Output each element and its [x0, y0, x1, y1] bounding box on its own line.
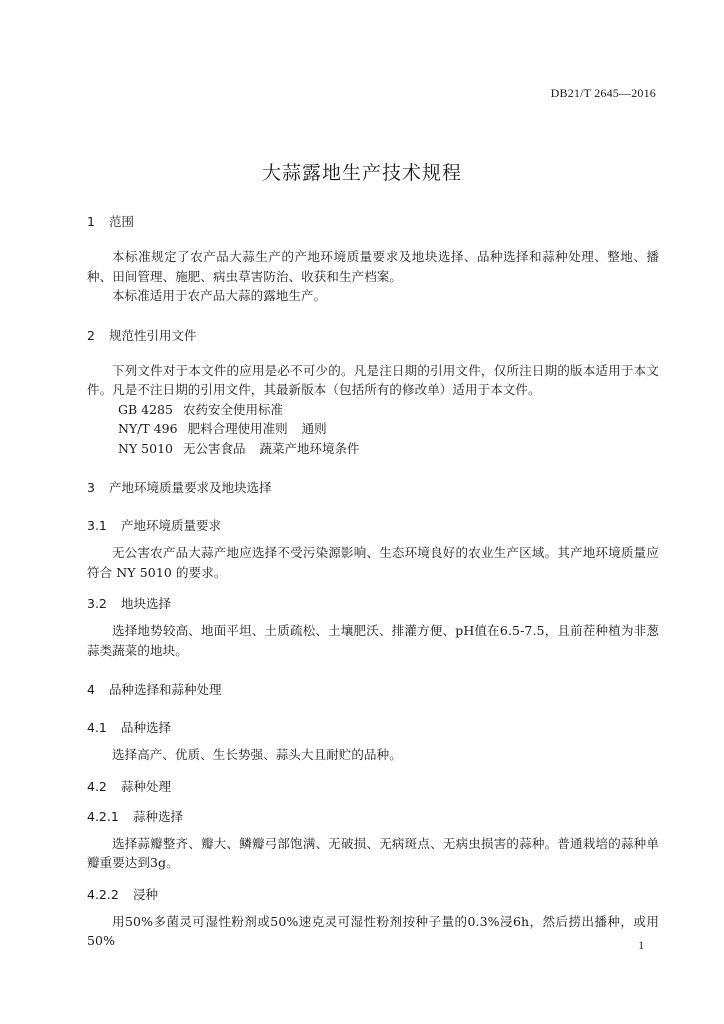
- section-title: 地块选择: [120, 596, 171, 611]
- section-title: 品种选择和蒜种处理: [108, 682, 222, 697]
- section-title: 范围: [108, 214, 134, 229]
- reference-code: NY/T 496: [118, 421, 178, 436]
- section-title: 规范性引用文件: [108, 327, 197, 343]
- reference-name: 无公害食品: [182, 440, 246, 456]
- document-body: [87, 214, 659, 951]
- section-number: 2: [87, 327, 95, 343]
- reference-code: NY 5010: [118, 440, 173, 456]
- subsection-heading-4-2: [87, 779, 659, 795]
- paragraph: 无公害农产品大蒜产地应选择不受污染源影响、生态环境良好的农业生产区域。其产地环境质量应符合 NY 5010 的要求。: [87, 545, 659, 580]
- section-title: 蒜种处理: [120, 778, 171, 794]
- reference-extra: 蔬菜产地环境条件: [259, 440, 360, 456]
- paragraph: 选择高产、优质、生长势强、蒜头大且耐贮的品种。: [112, 747, 402, 762]
- section-number: 4.1: [87, 720, 107, 735]
- document-code: DB21/T 2645—2016: [550, 86, 656, 100]
- section-heading-4: [87, 682, 659, 698]
- section-number: 3.2: [87, 596, 107, 611]
- section-heading-2: [87, 328, 659, 344]
- paragraph: 本标准适用于农产品大蒜的露地生产。: [112, 288, 327, 303]
- reference-code: GB 4285: [118, 401, 173, 417]
- subsection-heading-4-1: [87, 720, 659, 736]
- reference-item: [87, 419, 659, 439]
- section-title: 品种选择: [120, 720, 171, 735]
- section-heading-1: [87, 214, 659, 230]
- subsection-heading-4-2-2: [87, 887, 659, 903]
- subsection-heading-3-2: [87, 596, 659, 612]
- section-number: 4.2.1: [87, 808, 119, 824]
- section-number: 1: [87, 214, 95, 229]
- section-title: 浸种: [132, 886, 158, 902]
- section-heading-3: [87, 480, 659, 496]
- paragraph: 本标准规定了农产品大蒜生产的产地环境质量要求及地块选择、品种选择和蒜种处理、整地、播种、田间管理、施肥、病虫草害防治、收获和生产档案。: [87, 249, 659, 284]
- section-title: 产地环境质量要求: [120, 518, 221, 533]
- paragraph: 选择地势较高、地面平坦、土质疏松、土壤肥沃、排灌方便、pH值在6.5-7.5，且前茬种植为非葱蒜类蔬菜的地块。: [87, 623, 659, 658]
- document-title: 大蒜露地生产技术规程: [261, 162, 462, 184]
- section-number: 4: [87, 682, 95, 697]
- section-number: 3: [87, 480, 95, 495]
- reference-item: [87, 400, 659, 420]
- section-number: 4.2.2: [87, 886, 119, 902]
- section-number: 3.1: [87, 518, 107, 533]
- paragraph: 下列文件对于本文件的应用是必不可少的。凡是注日期的引用文件，仅所注日期的版本适用于本文件。凡是不注日期的引用文件，其最新版本（包括所有的修改单）适用于本文件。: [87, 362, 659, 397]
- section-title: 蒜种选择: [132, 808, 183, 824]
- reference-extra: 通则: [301, 421, 327, 436]
- reference-name: 肥料合理使用准则: [187, 421, 288, 436]
- subsection-heading-4-2-1: [87, 809, 659, 825]
- paragraph: 选择蒜瓣整齐、瓣大、鳞瓣弓部饱满、无破损、无病斑点、无病虫损害的蒜种。普通栽培的蒜种单瓣重要达到3g。: [87, 835, 659, 870]
- paragraph: 用50%多菌灵可湿性粉剂或50%速克灵可湿性粉剂按种子量的0.3%浸6h，然后捞出播种，或用50%: [87, 913, 659, 948]
- section-title: 产地环境质量要求及地块选择: [108, 480, 272, 495]
- section-number: 4.2: [87, 778, 107, 794]
- subsection-heading-3-1: [87, 518, 659, 534]
- reference-name: 农药安全使用标准: [182, 401, 283, 417]
- reference-item: [87, 439, 659, 459]
- page-number: 1: [638, 940, 644, 952]
